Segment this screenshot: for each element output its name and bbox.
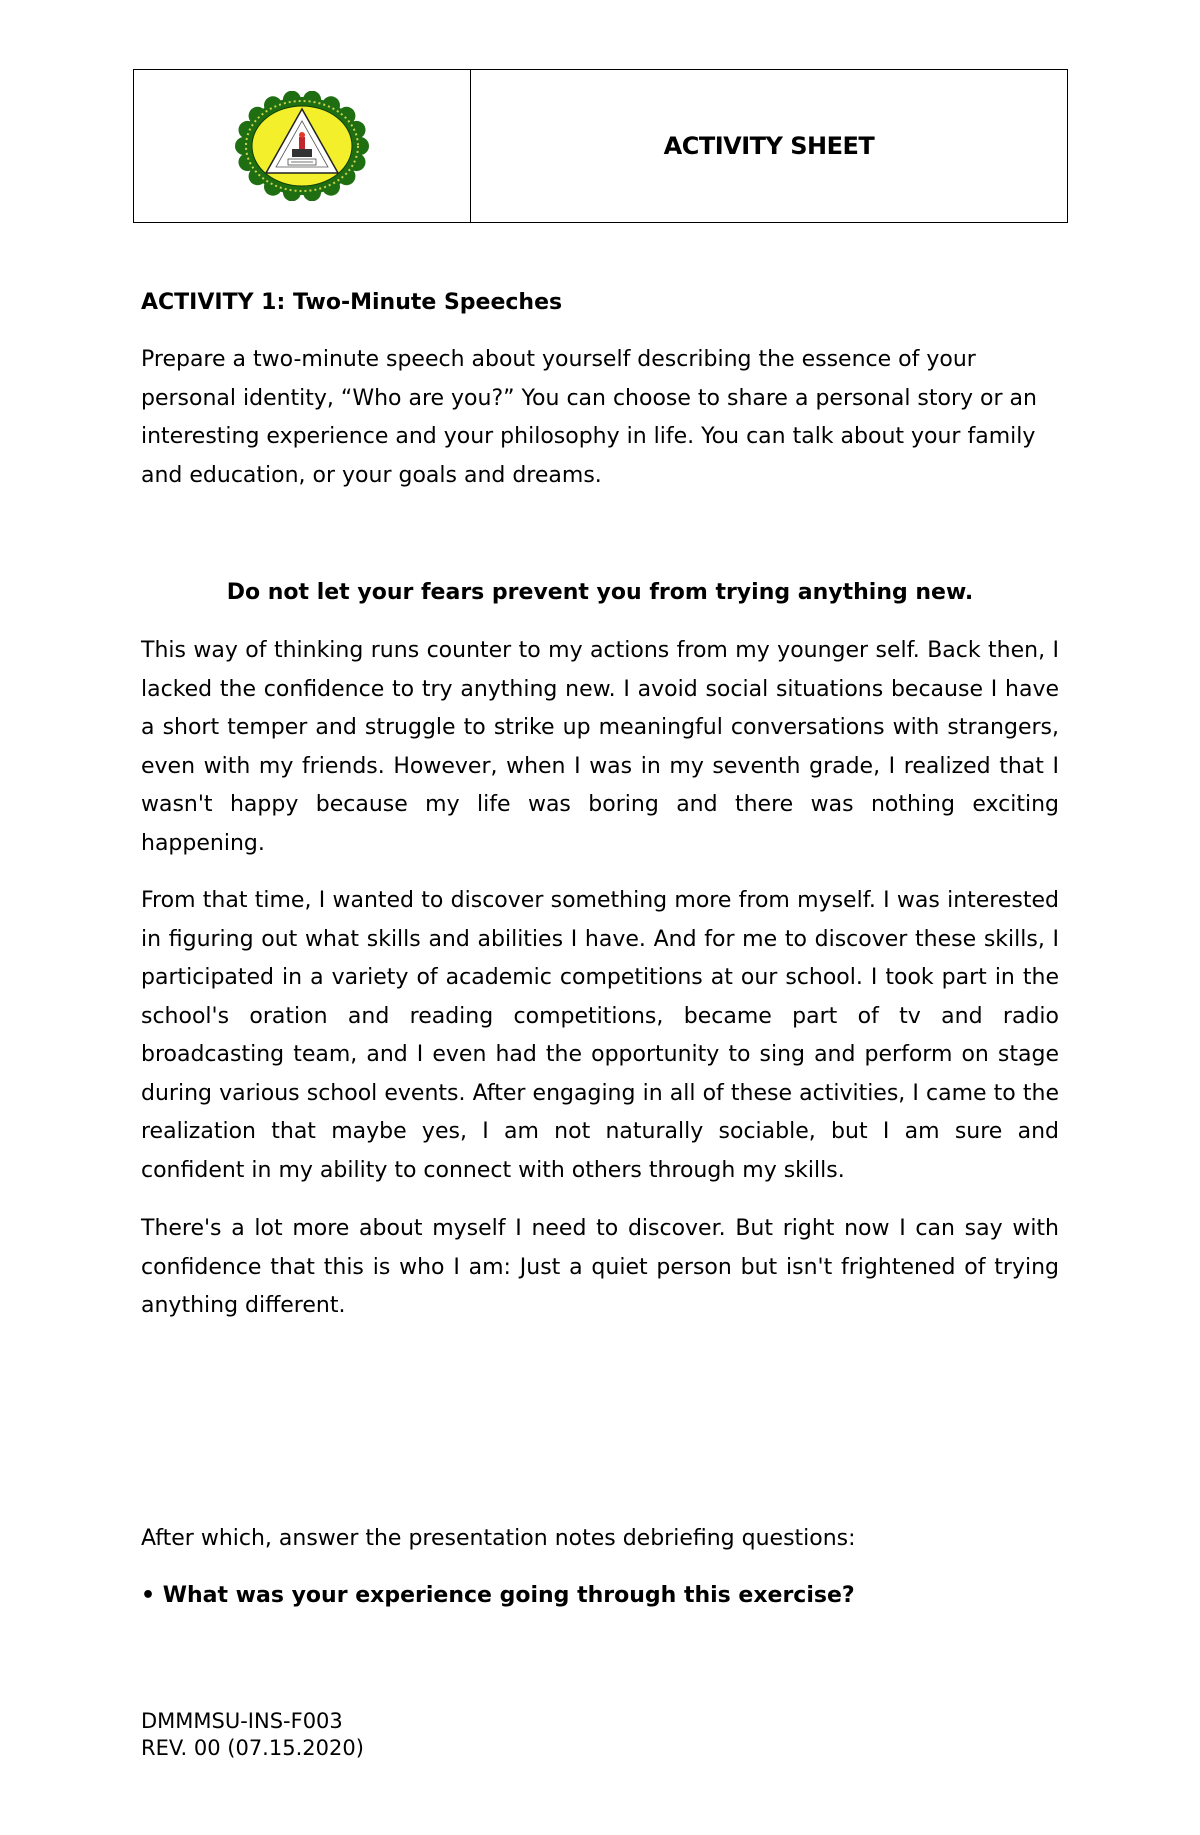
university-seal-icon <box>234 91 370 201</box>
header-table <box>133 69 1068 223</box>
logo-cell <box>134 70 471 222</box>
activity-instructions: Prepare a two-minute speech about yourself describing the essence of your personal identity, “Who are you?” You can choose to share a personal story or an interesting experience and your philosophy in life. You can talk about your family and education, or your goals and dreams. <box>141 347 1037 488</box>
sheet-title: ACTIVITY SHEET <box>663 132 875 160</box>
speech-paragraph-1: This way of thinking runs counter to my actions from my younger self. Back then, I lacked the confidence to try anything new. I avoid social situations because I have a short temper and struggle to strike up meaningful conversations with strangers, even with my friends. However, when I was in my seventh grade, I realized that I wasn't happy because my life was boring and there was nothing exciting happening. <box>141 638 1059 856</box>
speech-paragraph-3: There's a lot more about myself I need to discover. But right now I can say with confidence that this is who I am: Just a quiet person but isn't frightened of trying anything different. <box>141 1216 1059 1318</box>
speech-paragraph-2: From that time, I wanted to discover something more from myself. I was interested in figuring out what skills and abilities I have. And for me to discover these skills, I participated in a variety of academic competitions at our school. I took part in the school's oration and reading competitions, became part of tv and radio broadcasting team, and I even had the opportunity to sing and perform on stage during various school events. After engaging in all of these activities, I came to the realization that maybe yes, I am not naturally sociable, but I am sure and confident in my ability to connect with others through my skills. <box>141 888 1059 1183</box>
form-code: DMMMSU-INS-F003 <box>141 1709 343 1733</box>
speech-quote: Do not let your fears prevent you from trying anything new. <box>226 580 974 605</box>
debrief-intro: After which, answer the presentation notes debriefing questions: <box>141 1526 856 1551</box>
revision: REV. 00 (07.15.2020) <box>141 1736 364 1760</box>
activity-heading: ACTIVITY 1: Two-Minute Speeches <box>141 290 563 315</box>
footer <box>141 1708 364 1762</box>
debrief-question: • What was your experience going through this exercise? <box>141 1583 855 1608</box>
